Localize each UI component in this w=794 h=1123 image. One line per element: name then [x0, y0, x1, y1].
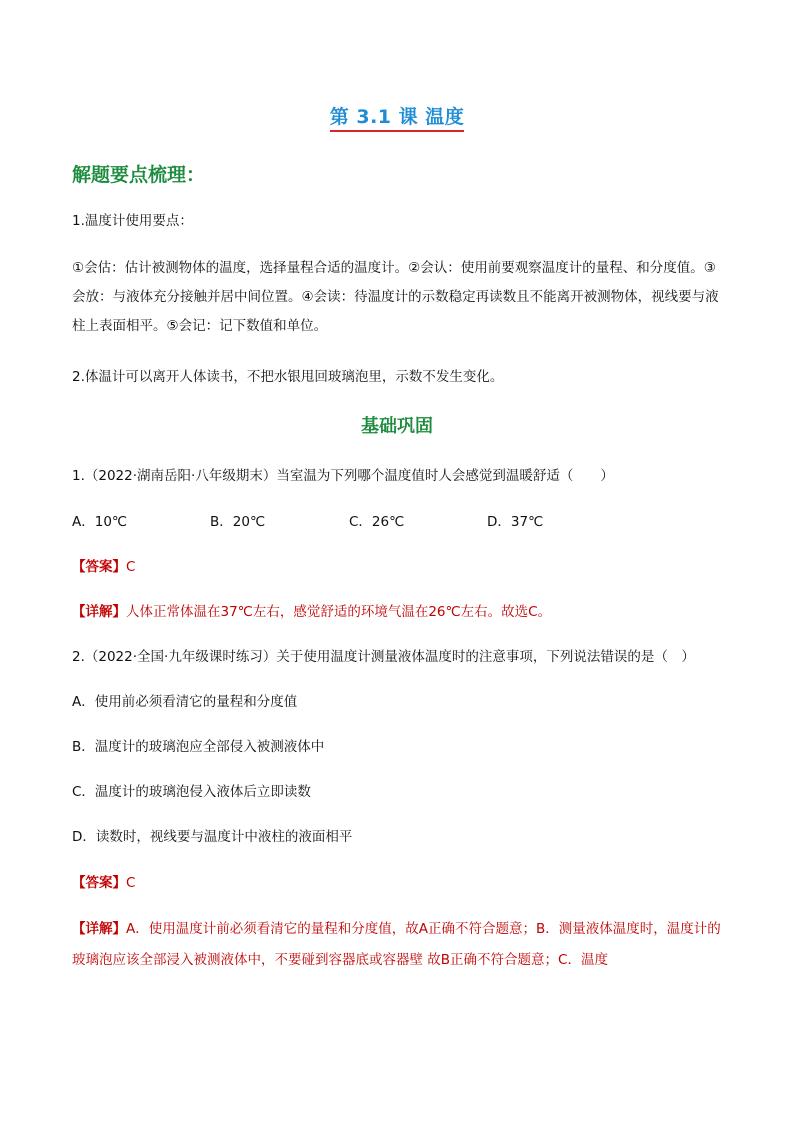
q2-option-b: B．温度计的玻璃泡应全部侵入被测液体中: [72, 739, 325, 755]
q2-detail: [72, 914, 728, 976]
page-title: 第 3.1 课 温度: [0, 102, 794, 129]
q1-detail: [72, 597, 728, 627]
detail-label: 【详解】: [72, 921, 126, 937]
q1-option-b: B．20℃: [210, 514, 266, 530]
section-heading: 解题要点梳理：: [72, 164, 206, 186]
q1-stem: 1.（2022·湖南岳阳·八年级期末）当室温为下列哪个温度值时人会感觉到温暖舒适（ ）: [72, 468, 614, 484]
answer-value: C: [126, 875, 136, 891]
point1-heading: 1.温度计使用要点：: [72, 213, 193, 229]
q2-answer: [72, 868, 728, 898]
q2-option-d: D．读数时，视线要与温度计中液柱的液面相平: [72, 829, 353, 845]
answer-label: 【答案】: [72, 875, 126, 891]
answer-value: C: [126, 559, 136, 575]
q2-option-c: C．温度计的玻璃泡侵入液体后立即读数: [72, 784, 311, 800]
answer-label: 【答案】: [72, 559, 126, 575]
detail-label: 【详解】: [72, 604, 126, 620]
point2-text: 2.体温计可以离开人体读书，不把水银甩回玻璃泡里，示数不发生变化。: [72, 369, 504, 385]
q1-option-c: C．26℃: [349, 514, 405, 530]
subsection-heading: 基础巩固: [361, 416, 433, 437]
q1-answer: [72, 552, 728, 582]
q1-option-a: A．10℃: [72, 514, 128, 530]
q2-stem: 2.（2022·全国·九年级课时练习）关于使用温度计测量液体温度时的注意事项，下列说法错误的是（ ）: [72, 649, 695, 665]
detail-text: A．使用温度计前必须看清它的量程和分度值，故A正确不符合题意；B．测量液体温度时，温度计的玻璃泡应该全部浸入被测液体中，不要碰到容器底或容器壁 故B正确不符合题意；C．温度: [72, 921, 721, 968]
point1-body: ①会估：估计被测物体的温度，选择量程合适的温度计。②会认：使用前要观察温度计的量程、和分度值。③会放：与液体充分接触并居中间位置。④会读：待温度计的示数稳定再读数且不能离开被测物体，视线要与液柱上表面相平。⑤会记：记下数值和单位。: [72, 260, 719, 334]
q1-option-d: D．37℃: [487, 514, 544, 530]
q2-option-a: A．使用前必须看清它的量程和分度值: [72, 694, 298, 710]
detail-text: 人体正常体温在37℃左右，感觉舒适的环境气温在26℃左右。故选C。: [126, 604, 552, 620]
